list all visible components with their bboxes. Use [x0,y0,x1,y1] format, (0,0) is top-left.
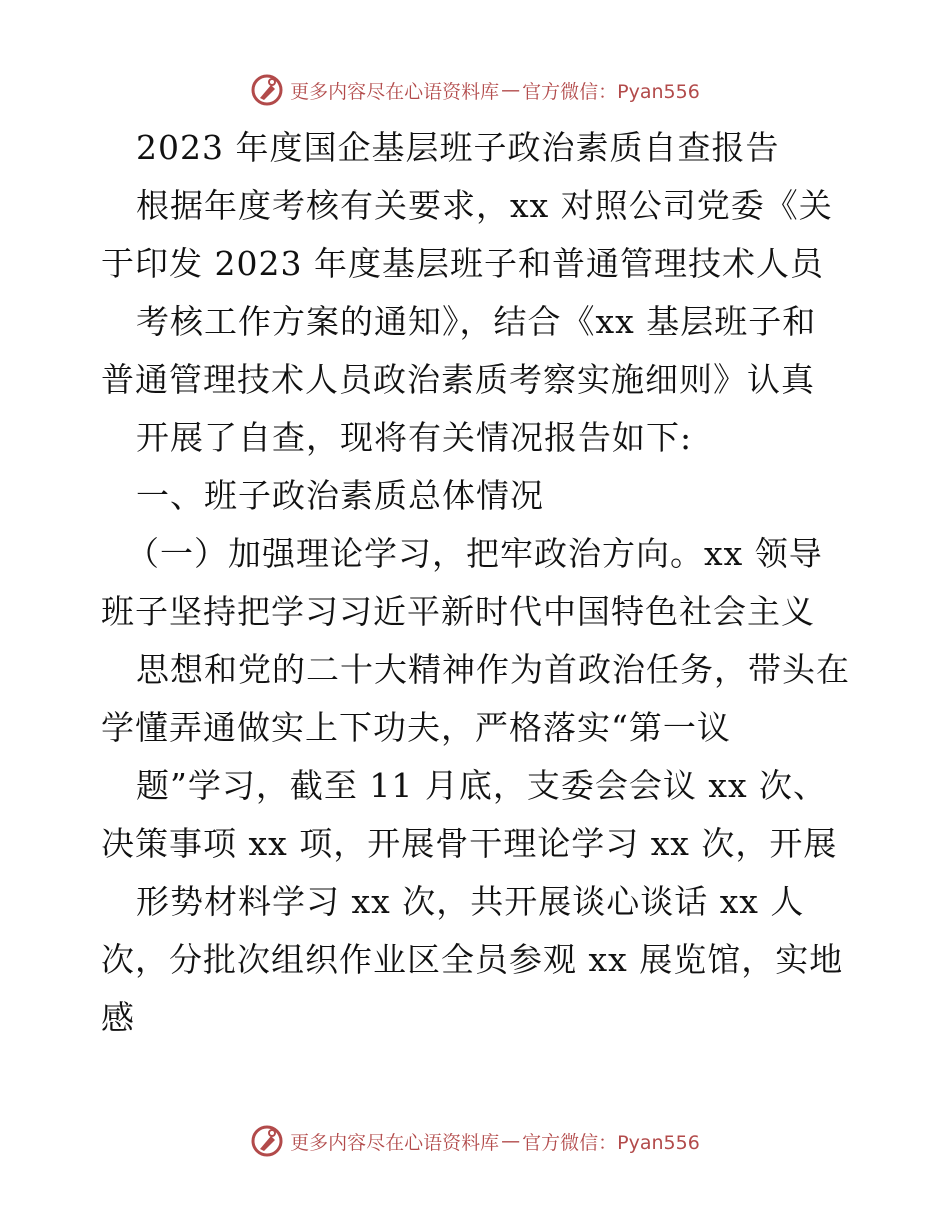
body-line: 于印发 2023 年度基层班子和普通管理技术人员 [101,244,824,283]
watermark-footer [0,1121,950,1161]
body-line: 普通管理技术人员政治素质考察实施细则》认真 [101,360,815,399]
body-line: 次，分批次组织作业区全员参观 xx 展览馆，实地 [101,940,844,979]
watermark-header [0,70,950,110]
body-line: 学懂弄通做实上下功夫，严格落实“第一议 [101,708,731,747]
pen-nib-logo-icon [250,1124,284,1158]
body-line: 班子坚持把学习习近平新时代中国特色社会主义 [101,592,815,631]
watermark-text: 更多内容尽在心语资料库 [290,1131,500,1154]
watermark-contact: 官方微信：Pyan556 [522,80,700,103]
watermark-contact: 官方微信：Pyan556 [522,1131,700,1154]
body-line: 决策事项 xx 项，开展骨干理论学习 xx 次，开展 [101,824,838,863]
pen-nib-logo-icon [250,73,284,107]
body-line: 考核工作方案的通知》，结合《xx 基层班子和 [136,302,817,341]
body-line: 根据年度考核有关要求，xx 对照公司党委《关 [136,186,833,225]
body-line: 题”学习，截至 11 月底，支委会会议 xx 次、 [136,766,828,805]
body-line: 思想和党的二十大精神作为首政治任务，带头在 [136,650,850,689]
watermark-separator: — [501,1130,521,1152]
body-line: 开展了自查，现将有关情况报告如下: [136,418,693,457]
section-heading: 一、班子政治素质总体情况 [136,476,544,515]
body-line: 感 [101,998,135,1037]
subsection-heading: （一）加强理论学习，把牢政治方向。xx 领导 [126,534,823,573]
document-title: 2023 年度国企基层班子政治素质自查报告 [136,128,780,167]
body-line: 形势材料学习 xx 次，共开展谈心谈话 xx 人 [136,882,805,921]
watermark-separator: — [501,79,521,101]
watermark-text: 更多内容尽在心语资料库 [290,80,500,103]
